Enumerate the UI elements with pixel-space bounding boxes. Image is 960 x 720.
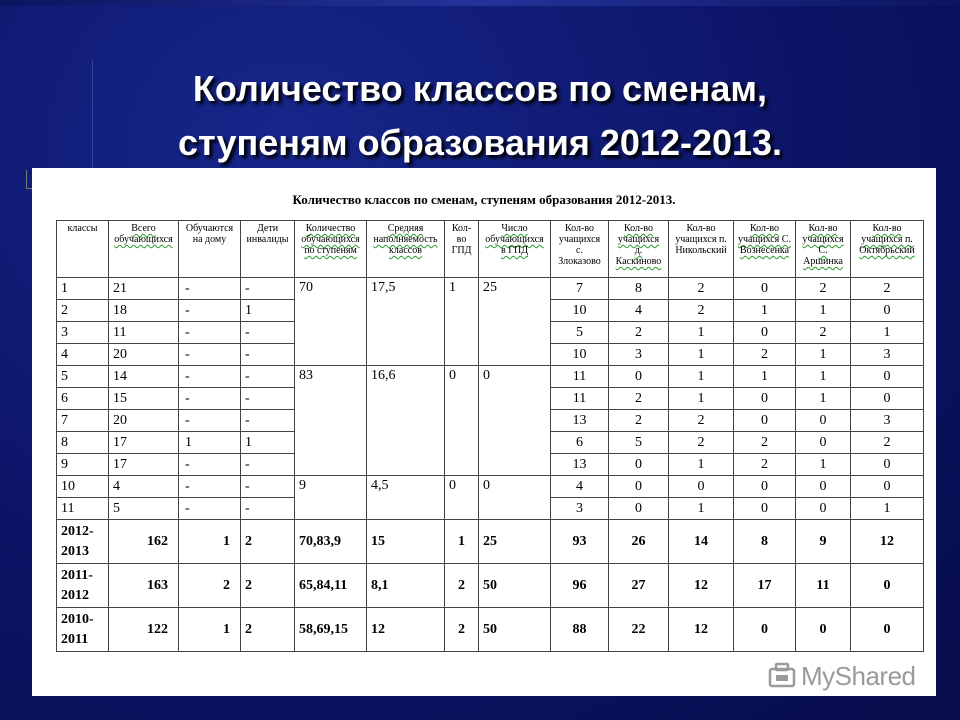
cell-gpd-students: 25 — [479, 520, 551, 564]
year-end: 2012 — [61, 587, 89, 603]
cell-s1: 11 — [551, 388, 609, 410]
cell-s2: 3 — [609, 344, 669, 366]
cell-year — [57, 608, 109, 652]
cell-s5: 0 — [796, 432, 851, 454]
header-s2 — [609, 221, 669, 278]
cell-class: 10 — [57, 476, 109, 498]
cell-s5: 2 — [796, 278, 851, 300]
top-decoration — [0, 0, 960, 6]
cell-home: 1 — [179, 608, 241, 652]
cell-s2: 2 — [609, 388, 669, 410]
cell-s1: 11 — [551, 366, 609, 388]
cell-disabled: 2 — [241, 520, 295, 564]
cell-group-gpd-students: 0 — [479, 366, 551, 476]
cell-s4: 8 — [734, 520, 796, 564]
header-avg — [367, 221, 445, 278]
cell-group-gpd-students: 0 — [479, 476, 551, 520]
slide-title-line-1: Количество классов по сменам, — [192, 68, 768, 109]
cell-s1: 13 — [551, 410, 609, 432]
cell-total: 20 — [109, 410, 179, 432]
cell-s5: 9 — [796, 520, 851, 564]
cell-s5: 0 — [796, 498, 851, 520]
cell-group-gpd: 0 — [445, 476, 479, 520]
header-gpd-students-text: Число обучающихся в ГПД — [485, 223, 544, 256]
cell-home: - — [179, 388, 241, 410]
cell-s6: 0 — [851, 608, 924, 652]
cell-s2: 0 — [609, 498, 669, 520]
cell-count: 70,83,9 — [295, 520, 367, 564]
cell-s5: 1 — [796, 388, 851, 410]
header-s6-text: Кол-во учащихся п. Октябрьский — [859, 223, 915, 256]
cell-s6: 2 — [851, 278, 924, 300]
cell-home: - — [179, 278, 241, 300]
header-total — [109, 221, 179, 278]
cell-s1: 4 — [551, 476, 609, 498]
header-count — [295, 221, 367, 278]
cell-total: 15 — [109, 388, 179, 410]
cell-disabled: - — [241, 476, 295, 498]
cell-total: 162 — [109, 520, 179, 564]
cell-s3: 14 — [669, 520, 734, 564]
cell-disabled: - — [241, 366, 295, 388]
cell-s5: 1 — [796, 454, 851, 476]
cell-total: 11 — [109, 322, 179, 344]
cell-s1: 3 — [551, 498, 609, 520]
cell-s3: 0 — [669, 476, 734, 498]
cell-total: 14 — [109, 366, 179, 388]
cell-gpd: 2 — [445, 608, 479, 652]
cell-s2: 0 — [609, 476, 669, 498]
cell-class: 5 — [57, 366, 109, 388]
cell-home: 2 — [179, 564, 241, 608]
table-row — [57, 476, 924, 498]
slide-title — [0, 62, 960, 170]
cell-avg: 15 — [367, 520, 445, 564]
cell-s1: 6 — [551, 432, 609, 454]
cell-class: 2 — [57, 300, 109, 322]
header-disabled: Дети инвалиды — [241, 221, 295, 278]
cell-group-avg: 16,6 — [367, 366, 445, 476]
cell-group-gpd-students: 25 — [479, 278, 551, 366]
header-count-text: Количество обучающихся по ступеням — [301, 223, 360, 256]
cell-s6: 1 — [851, 322, 924, 344]
cell-s1: 7 — [551, 278, 609, 300]
cell-count: 65,84,11 — [295, 564, 367, 608]
cell-home: - — [179, 366, 241, 388]
cell-s6: 12 — [851, 520, 924, 564]
header-s2-text: Кол-во учащихся д. Каскиново — [615, 223, 662, 267]
cell-disabled: 2 — [241, 608, 295, 652]
cell-s2: 2 — [609, 322, 669, 344]
cell-gpd: 1 — [445, 520, 479, 564]
cell-disabled: - — [241, 322, 295, 344]
year-end: 2011 — [61, 631, 89, 647]
cell-home: 1 — [179, 432, 241, 454]
cell-s3: 1 — [669, 322, 734, 344]
table-header-row — [57, 221, 924, 278]
cell-total: 5 — [109, 498, 179, 520]
cell-disabled: - — [241, 410, 295, 432]
cell-s2: 2 — [609, 410, 669, 432]
cell-s1: 5 — [551, 322, 609, 344]
cell-group-avg: 4,5 — [367, 476, 445, 520]
cell-home: - — [179, 344, 241, 366]
cell-s3: 12 — [669, 608, 734, 652]
cell-disabled: - — [241, 454, 295, 476]
cell-s2: 27 — [609, 564, 669, 608]
summary-row — [57, 564, 924, 608]
cell-s5: 0 — [796, 410, 851, 432]
cell-s4: 2 — [734, 432, 796, 454]
cell-s3: 1 — [669, 388, 734, 410]
year-start: 2012- — [61, 523, 94, 539]
cell-s2: 0 — [609, 454, 669, 476]
cell-s2: 26 — [609, 520, 669, 564]
watermark-text: MyShared — [801, 660, 916, 691]
table-row — [57, 366, 924, 388]
cell-home: - — [179, 410, 241, 432]
cell-s2: 5 — [609, 432, 669, 454]
cell-year — [57, 564, 109, 608]
cell-class: 9 — [57, 454, 109, 476]
cell-s5: 1 — [796, 300, 851, 322]
cell-disabled: 2 — [241, 564, 295, 608]
cell-s6: 0 — [851, 300, 924, 322]
cell-disabled: - — [241, 498, 295, 520]
cell-home: - — [179, 454, 241, 476]
cell-home: - — [179, 322, 241, 344]
year-end: 2013 — [61, 543, 89, 559]
header-s5 — [796, 221, 851, 278]
cell-group-count: 70 — [295, 278, 367, 366]
cell-s3: 12 — [669, 564, 734, 608]
cell-total: 17 — [109, 432, 179, 454]
year-start: 2010- — [61, 611, 94, 627]
cell-disabled: 1 — [241, 300, 295, 322]
classes-table — [56, 220, 924, 652]
cell-s1: 93 — [551, 520, 609, 564]
cell-s6: 0 — [851, 388, 924, 410]
cell-s3: 2 — [669, 300, 734, 322]
cell-total: 20 — [109, 344, 179, 366]
cell-class: 6 — [57, 388, 109, 410]
cell-class: 8 — [57, 432, 109, 454]
cell-s3: 1 — [669, 366, 734, 388]
cell-group-avg: 17,5 — [367, 278, 445, 366]
myshared-logo-icon — [767, 661, 797, 691]
cell-s3: 1 — [669, 344, 734, 366]
cell-class: 4 — [57, 344, 109, 366]
cell-s3: 2 — [669, 410, 734, 432]
cell-s1: 10 — [551, 344, 609, 366]
cell-s3: 1 — [669, 454, 734, 476]
cell-gpd: 2 — [445, 564, 479, 608]
cell-s1: 88 — [551, 608, 609, 652]
cell-group-gpd: 1 — [445, 278, 479, 366]
slide-title-line-2: ступеням образования 2012-2013. — [177, 122, 783, 163]
cell-disabled: 1 — [241, 432, 295, 454]
header-gpd-students — [479, 221, 551, 278]
cell-avg: 12 — [367, 608, 445, 652]
cell-total: 4 — [109, 476, 179, 498]
cell-disabled: - — [241, 388, 295, 410]
cell-s3: 2 — [669, 278, 734, 300]
cell-home: 1 — [179, 520, 241, 564]
cell-s4: 1 — [734, 300, 796, 322]
cell-s4: 0 — [734, 608, 796, 652]
cell-s4: 0 — [734, 410, 796, 432]
cell-s1: 13 — [551, 454, 609, 476]
document-title: Количество классов по сменам, ступеням образования 2012-2013. — [292, 192, 676, 207]
cell-s2: 22 — [609, 608, 669, 652]
cell-s4: 0 — [734, 476, 796, 498]
cell-s4: 2 — [734, 454, 796, 476]
cell-total: 21 — [109, 278, 179, 300]
cell-s4: 0 — [734, 322, 796, 344]
cell-s5: 11 — [796, 564, 851, 608]
cell-total: 163 — [109, 564, 179, 608]
cell-s4: 0 — [734, 498, 796, 520]
cell-s4: 2 — [734, 344, 796, 366]
cell-class: 3 — [57, 322, 109, 344]
cell-s5: 1 — [796, 366, 851, 388]
header-s5-text: Кол-во учащихся С. Аршинка — [802, 223, 844, 267]
cell-avg: 8,1 — [367, 564, 445, 608]
header-s6 — [851, 221, 924, 278]
cell-s5: 0 — [796, 476, 851, 498]
cell-gpd-students: 50 — [479, 608, 551, 652]
year-start: 2011- — [61, 567, 93, 583]
cell-group-gpd: 0 — [445, 366, 479, 476]
cell-total: 18 — [109, 300, 179, 322]
cell-s5: 1 — [796, 344, 851, 366]
cell-s4: 0 — [734, 278, 796, 300]
cell-s6: 2 — [851, 432, 924, 454]
cell-s4: 17 — [734, 564, 796, 608]
cell-home: - — [179, 300, 241, 322]
cell-year — [57, 520, 109, 564]
cell-class: 1 — [57, 278, 109, 300]
cell-s1: 10 — [551, 300, 609, 322]
header-s3: Кол-во учащихся п. Никольский — [669, 221, 734, 278]
cell-s6: 1 — [851, 498, 924, 520]
summary-row — [57, 608, 924, 652]
myshared-watermark — [767, 656, 937, 696]
cell-s3: 2 — [669, 432, 734, 454]
cell-s5: 0 — [796, 608, 851, 652]
cell-s2: 8 — [609, 278, 669, 300]
header-total-text: Всего обучающихся — [114, 223, 173, 245]
document-image — [32, 168, 936, 696]
cell-s5: 2 — [796, 322, 851, 344]
summary-row — [57, 520, 924, 564]
cell-s6: 0 — [851, 476, 924, 498]
header-gpd: Кол-во ГПД — [445, 221, 479, 278]
cell-s6: 0 — [851, 564, 924, 608]
cell-group-count: 9 — [295, 476, 367, 520]
cell-s6: 0 — [851, 366, 924, 388]
cell-home: - — [179, 476, 241, 498]
cell-disabled: - — [241, 344, 295, 366]
cell-s6: 3 — [851, 344, 924, 366]
table-row — [57, 278, 924, 300]
header-classes: классы — [57, 221, 109, 278]
header-home: Обучаются на дому — [179, 221, 241, 278]
cell-class: 11 — [57, 498, 109, 520]
cell-s4: 1 — [734, 366, 796, 388]
cell-s4: 0 — [734, 388, 796, 410]
cell-count: 58,69,15 — [295, 608, 367, 652]
header-s4 — [734, 221, 796, 278]
cell-disabled: - — [241, 278, 295, 300]
cell-s1: 96 — [551, 564, 609, 608]
cell-gpd-students: 50 — [479, 564, 551, 608]
cell-class: 7 — [57, 410, 109, 432]
cell-group-count: 83 — [295, 366, 367, 476]
cell-home: - — [179, 498, 241, 520]
cell-total: 17 — [109, 454, 179, 476]
cell-s2: 0 — [609, 366, 669, 388]
header-s4-text: Кол-во учащихся С. Вознесенка — [738, 223, 791, 256]
header-s1: Кол-во учащихся с. Злоказово — [551, 221, 609, 278]
cell-s2: 4 — [609, 300, 669, 322]
header-avg-text: Средняя наполняемость классов — [373, 223, 438, 256]
cell-s6: 0 — [851, 454, 924, 476]
cell-s6: 3 — [851, 410, 924, 432]
cell-total: 122 — [109, 608, 179, 652]
cell-s3: 1 — [669, 498, 734, 520]
